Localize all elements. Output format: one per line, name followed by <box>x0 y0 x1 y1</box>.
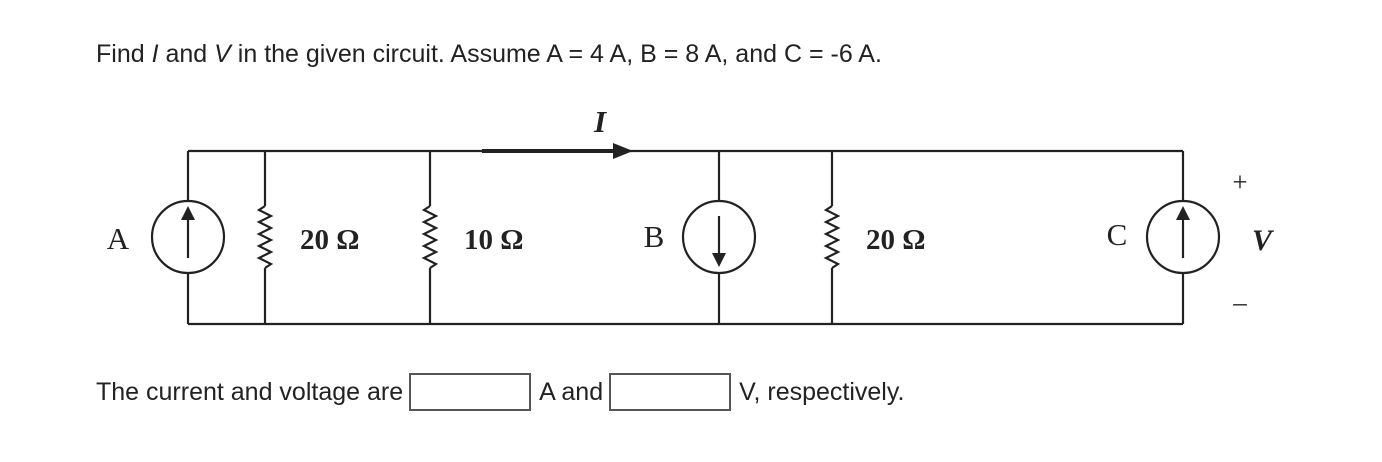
source-a-arrowhead <box>181 206 195 220</box>
question-part-1: Find <box>96 40 152 68</box>
resistor-3-label: 20 Ω <box>866 224 926 256</box>
variable-v: V <box>214 40 231 68</box>
question-part-2: and <box>158 40 215 68</box>
source-c-arrowhead <box>1176 206 1190 220</box>
resistor-2-zigzag <box>424 206 436 268</box>
voltage-answer-input[interactable] <box>609 373 731 411</box>
current-label: I <box>593 104 607 139</box>
resistor-2-label: 10 Ω <box>464 224 524 256</box>
answer-suffix: V, respectively. <box>739 377 905 406</box>
plus-sign: + <box>1232 167 1248 197</box>
current-arrow-head <box>613 143 633 159</box>
resistor-1-zigzag <box>259 206 271 268</box>
answer-middle: A and <box>539 377 604 406</box>
source-b-label: B <box>643 219 665 254</box>
variable-i: I <box>151 40 159 68</box>
source-c-label: C <box>1106 217 1128 252</box>
question-part-3: in the given circuit. Assume A = 4 A, B = 8 A, and C = -6 A. <box>230 40 882 68</box>
resistor-3-zigzag <box>826 206 838 268</box>
source-a-label: A <box>106 221 130 256</box>
minus-sign: – <box>1233 287 1247 317</box>
source-b-arrowhead <box>712 253 726 267</box>
answer-row <box>96 373 904 411</box>
current-answer-input[interactable] <box>409 373 531 411</box>
voltage-label: V <box>1251 224 1273 257</box>
resistor-1-label: 20 Ω <box>300 224 360 256</box>
answer-prefix: The current and voltage are <box>96 377 404 406</box>
